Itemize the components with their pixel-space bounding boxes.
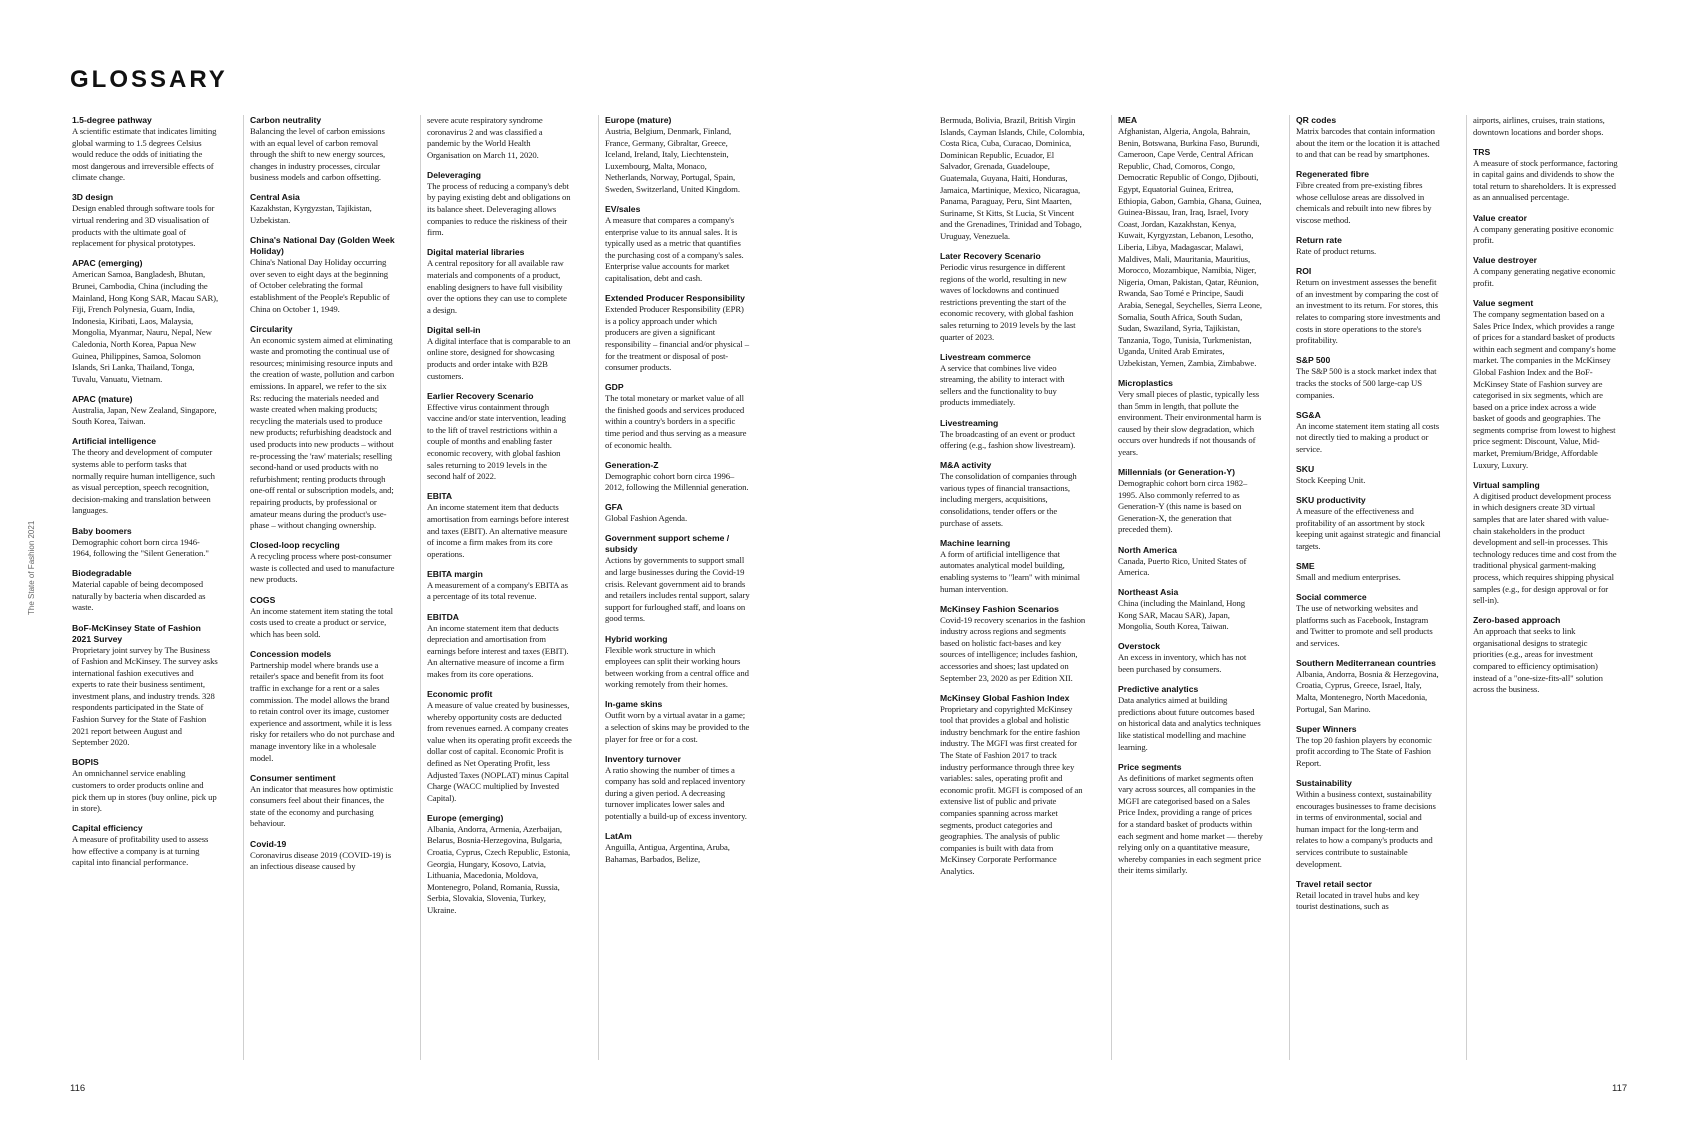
glossary-column-5 (934, 115, 1086, 1060)
glossary-entry (605, 115, 750, 196)
glossary-definition: A measure that compares a company's enterprise value to its annual sales. It is typically used as a metric that quantifies the purchasing cost of a company's sales. Enterprise value accounts for market capitalisation, debt and cash. (605, 215, 744, 284)
glossary-entry (1473, 255, 1618, 289)
glossary-term: Travel retail sector (1296, 878, 1372, 889)
glossary-definition: A measure of value created by businesses, whereby opportunity costs are deducted from revenues earned. A company creates value when its operating profit exceeds the dollar cost of capital. Economic Profit is defined as Net Operating Profit, less Adjusted Taxes (NOPLAT) minus Capital Charge (WACC multiplied by Invested Capital). (427, 699, 572, 803)
glossary-term: Inventory turnover (605, 753, 681, 764)
glossary-term: TRS (1473, 146, 1491, 157)
glossary-column-2 (243, 115, 395, 1060)
glossary-definition: An omnichannel service enabling customers to order products online and pick them up in stores (buy online, pick up in store). (72, 768, 217, 814)
glossary-definition: Demographic cohort born circa 1946-1964, following the "Silent Generation." (72, 536, 209, 559)
glossary-entry (72, 192, 218, 249)
glossary-definition: American Samoa, Bangladesh, Bhutan, Brunei, Cambodia, China (including the Mainland, Hong Kong SAR, Macau SAR), Fiji, French Polynesia, Guam, India, Indonesia, Kiribati, Laos, Malaysia, Mongolia, Myanmar, Nauru, Nepal, New Caledonia, North Korea, Papua New Guinea, Philippines, Samoa, Solomon Islands, Sri Lanka, Thailand, Tonga, Tuvalu, Vanuatu, Vietnam. (72, 269, 218, 384)
glossary-term: APAC (emerging) (72, 258, 143, 269)
glossary-entry (1296, 169, 1441, 226)
glossary-entry (605, 502, 750, 525)
glossary-term: ROI (1296, 266, 1312, 277)
glossary-definition: Global Fashion Agenda. (605, 513, 688, 524)
glossary-definition: Albania, Andorra, Armenia, Azerbaijan, Belarus, Bosnia-Herzegovina, Bulgaria, Croatia, Cyprus, Czech Republic, Estonia, Georgia, Hungary, Kosovo, Latvia, Lithuania, Macedonia, Moldova, Montenegro, Poland, Romania, Russia, Serbia, Slovakia, Slovenia, Turkey, Ukraine. (427, 823, 571, 915)
glossary-definition: A company generating negative economic profit. (1473, 266, 1616, 288)
glossary-entry (72, 623, 218, 749)
glossary-entry (427, 491, 572, 560)
glossary-term: LatAm (605, 831, 632, 842)
glossary-definition: A ratio showing the number of times a company has sold and replaced inventory during a given period. A decreasing turnover implicates lower sales and potentially a build-up of excess inventory. (605, 764, 747, 822)
glossary-entry (1118, 684, 1263, 753)
glossary-term: MEA (1118, 115, 1138, 125)
glossary-column-8 (1466, 115, 1618, 1060)
glossary-term: SKU (1296, 463, 1315, 474)
glossary-term: Sustainability (1296, 777, 1352, 788)
glossary-definition: China's National Day Holiday occurring over seven to eight days at the beginning of October celebrating the formal establishment of the People's Republic of China on October 1, 1949. (250, 257, 390, 314)
glossary-definition: Outfit worn by a virtual avatar in a game; a selection of skins may be provided to the player for free or for a cost. (605, 710, 750, 744)
glossary-term: Capital efficiency (72, 823, 143, 834)
glossary-entry (1473, 480, 1618, 607)
glossary-entry (605, 382, 750, 451)
glossary-entry (1296, 410, 1441, 456)
glossary-term: Biodegradable (72, 568, 132, 579)
glossary-term: Later Recovery Scenario (940, 251, 1041, 262)
glossary-term: Covid-19 (250, 838, 287, 849)
glossary-entry (427, 325, 572, 382)
glossary-term: Concession models (250, 648, 332, 659)
glossary-entry (605, 831, 750, 865)
glossary-definition: Flexible work structure in which employees can split their working hours between working from a central office and working remotely from their homes. (605, 644, 749, 690)
glossary-definition: Afghanistan, Algeria, Angola, Bahrain, Benin, Botswana, Burkina Faso, Burundi, Cameroon, Cape Verde, Central African Republic, Chad, Comoros, Congo, Democratic Republic of Congo, Djibouti, Egypt, Equatorial Guinea, Eritrea, Ethiopia, Gabon, Gambia, Ghana, Guinea, Guinea-Bissau, Iran, Iraq, Israel, Ivory Coast, Jordan, Kazakhstan, Kenya, Kuwait, Kyrgyzstan, Lebanon, Lesotho, Liberia, Libya, Madagascar, Malawi, Maldives, Mali, Mauritania, Mauritius, Morocco, Mozambique, Namibia, Niger, Nigeria, Oman, Pakistan, Qatar, Réunion, Rwanda, Sao Tomé e Principe, Saudi Arabia, Senegal, Seychelles, Sierra Leone, Somalia, South Africa, South Sudan, Sudan, Swaziland, Syria, Tajikistan, Tanzania, Togo, Tunisia, Turkmenistan, Uganda, United Arab Emirates, Uzbekistan, Yemen, Zambia, Zimbabwe. (1118, 126, 1262, 368)
glossary-definition: The top 20 fashion players by economic profit according to The State of Fashion Report. (1296, 734, 1432, 768)
glossary-definition: Retail located in travel hubs and key tourist destinations, such as (1296, 889, 1420, 912)
glossary-entry (250, 773, 395, 830)
glossary-entry (427, 391, 572, 483)
glossary-definition: Bermuda, Bolivia, Brazil, British Virgin Islands, Cayman Islands, Chile, Colombia, Costa Rica, Cuba, Curacao, Dominica, Dominican Republic, Ecuador, El Salvador, Grenada, Guadeloupe, Guatemala, Guyana, Haiti, Honduras, Jamaica, Martinique, Mexico, Nicaragua, Panama, Paraguay, Peru, Sint Maarten, Suriname, St Kitts, St Lucia, St Vincent and the Grenadines, Trinidad and Tobago, Uruguay, Venezuela. (940, 115, 1085, 241)
glossary-definition: The process of reducing a company's debt by paying existing debt and obligations on its balance sheet. Deleveraging allows companies to reduce the riskiness of their firm. (427, 180, 571, 238)
glossary-definition: A measure of the effectiveness and profitability of an assortment by stock keeping unit against strategic and financial targets. (1296, 505, 1441, 551)
glossary-definition: Extended Producer Responsibility (EPR) is a policy approach under which producers are given a significant responsibility – financial and/or physical – for the treatment or disposal of post-consumer products. (605, 304, 749, 373)
glossary-term: Closed-loop recycling (250, 540, 340, 551)
glossary-entry (605, 754, 750, 823)
glossary-term: In-game skins (605, 699, 663, 710)
glossary-definition: A measurement of a company's EBITA as a percentage of its total revenue. (427, 579, 568, 602)
glossary-term: Artificial intelligence (72, 436, 157, 447)
glossary-term: China's National Day (Golden Week Holiday) (250, 235, 395, 257)
glossary-entry (1118, 762, 1263, 877)
glossary-definition: Fibre created from pre-existing fibres whose cellulose areas are dissolved in chemicals and rebuilt into new fibres by viscose method. (1296, 180, 1432, 226)
glossary-definition: An economic system aimed at eliminating waste and promoting the continual use of resources; minimising resource inputs and the creation of waste, pollution and carbon emissions. In apparel, we refer to the six Rs: reducing the materials needed and waste created when making products; recycling the materials used to produce new products; refurbishing deadstock and used products into new products – without re-processing the 'raw' materials; reselling second-hand or used products with no refurbishment; renting products through one-off rental or subscription models, and; repairing products, by professional or amateur means during the product's use-phase – without changing ownership. (250, 334, 395, 531)
glossary-term: S&P 500 (1296, 355, 1331, 366)
glossary-column-7 (1289, 115, 1441, 1060)
glossary-term: Northeast Asia (1118, 587, 1179, 598)
side-caption: The State of Fashion 2021 (27, 520, 36, 615)
glossary-term: BOPIS (72, 757, 99, 768)
glossary-entry (72, 436, 218, 517)
glossary-entry (1296, 355, 1441, 401)
glossary-definition: An indicator that measures how optimistic consumers feel about their finances, the state of the economy and purchasing behaviour. (250, 783, 394, 829)
glossary-definition: A measure of stock performance, factoring in capital gains and dividends to show the total return to shareholders. It is expressed as an annualised percentage. (1473, 157, 1618, 203)
glossary-term: 3D design (72, 192, 114, 203)
glossary-entry (427, 115, 572, 161)
glossary-definition: A scientific estimate that indicates limiting global warming to 1.5 degrees Celsius would reduce the odds of initiating the most dangerous and irreversible effects of climate change. (72, 126, 217, 183)
glossary-definition: Demographic cohort born circa 1982–1995. Also commonly referred to as Generation-Y (this name is based on Generation-X, the generation that preceded them). (1118, 478, 1248, 535)
glossary-definition: As definitions of market segments often vary across sources, all companies in the MGFI are categorised based on a Sales Price Index, providing a range of prices for a standard basket of products within each segment and home market — thereby relying only on a quantitative measure, whereby companies in each segment price their items similarly. (1118, 772, 1263, 876)
glossary-term: Millennials (or Generation-Y) (1118, 467, 1235, 478)
glossary-definition: Coronavirus disease 2019 (COVID-19) is an infectious disease caused by (250, 849, 391, 872)
glossary-entry (1118, 545, 1263, 579)
glossary-entry (1473, 147, 1618, 204)
glossary-entry (250, 324, 395, 532)
glossary-term: Digital sell-in (427, 324, 481, 335)
glossary-definition: A digitised product development process in which designers create 3D virtual samples that are later shared with value-chain stakeholders in the product development and sell-in processes. This technology reduces time and cost from the traditional physical garment-making process, which requires shipping physical samples (e.g., for design approval or for sell-in). (1473, 490, 1617, 606)
glossary-term: EBITA (427, 491, 453, 502)
glossary-term: COGS (250, 594, 276, 605)
glossary-definition: Small and medium enterprises. (1296, 571, 1401, 582)
glossary-entry (1296, 464, 1441, 487)
glossary-definition: The theory and development of computer systems able to perform tasks that normally require human intelligence, such as visual perception, speech recognition, decision-making and translation between languages. (72, 447, 215, 516)
glossary-entry (1296, 724, 1441, 770)
glossary-definition: Partnership model where brands use a retailer's space and benefit from its foot traffic in exchange for a rent or a sales commission. The model allows the brand to retain control over its image, customer experience and assortment, while it is less risky for retailers who do not purchase and manage inventory like in a wholesale model. (250, 659, 395, 763)
glossary-entry (940, 604, 1086, 685)
glossary-entry (605, 204, 750, 285)
glossary-definition: A recycling process where post-consumer waste is collected and used to manufacture new products. (250, 551, 395, 585)
glossary-term: Super Winners (1296, 723, 1357, 734)
glossary-term: Value destroyer (1473, 255, 1538, 266)
glossary-term: APAC (mature) (72, 393, 133, 404)
glossary-entry (72, 258, 218, 385)
glossary-definition: A measure of profitability used to assess how effective a company is at turning capital into financial performance. (72, 834, 209, 868)
glossary-term: North America (1118, 544, 1177, 555)
glossary-column-1 (66, 115, 218, 1060)
glossary-entry (250, 649, 395, 764)
glossary-term: Extended Producer Responsibility (605, 293, 745, 304)
glossary-definition: Data analytics aimed at building predictions about future outcomes based on historical data and analytics techniques like statistical modelling and machine learning. (1118, 695, 1261, 752)
glossary-term: Generation-Z (605, 459, 659, 470)
glossary-entry (427, 569, 572, 603)
glossary-definition: An income statement item that deducts depreciation and amortisation from earnings before interest and taxes (EBIT). An alternative measure of income a firm makes from its core operations. (427, 622, 569, 679)
glossary-term: GFA (605, 502, 623, 513)
glossary-term: Value creator (1473, 212, 1527, 223)
glossary-entry (250, 540, 395, 586)
glossary-term: McKinsey Fashion Scenarios (940, 603, 1059, 614)
glossary-term: Circularity (250, 323, 293, 334)
glossary-entry (72, 394, 218, 428)
glossary-term: Zero-based approach (1473, 615, 1561, 626)
page-title: GLOSSARY (70, 66, 228, 93)
glossary-column-6 (1111, 115, 1263, 1060)
glossary-definition: Stock Keeping Unit. (1296, 474, 1366, 485)
glossary-definition: The consolidation of companies through various types of financial transactions, including mergers, acquisitions, consolidations, tender offers or the purchase of assets. (940, 471, 1077, 528)
glossary-entry (427, 689, 572, 804)
glossary-definition: Australia, Japan, New Zealand, Singapore, South Korea, Taiwan. (72, 404, 217, 427)
glossary-column-3 (420, 115, 572, 1060)
glossary-entry (605, 533, 750, 625)
glossary-entry (940, 251, 1086, 343)
glossary-definition: Periodic virus resurgence in different regions of the world, resulting in new waves of lockdowns and continued restrictions preventing the start of the economic recovery, with global fashion sales returning to 2019 levels by the last quarter of 2023. (940, 262, 1076, 342)
glossary-term: Price segments (1118, 761, 1182, 772)
glossary-definition: Austria, Belgium, Denmark, Finland, France, Germany, Gibraltar, Greece, Iceland, Ireland, Italy, Liechtenstein, Luxembourg, Malta, Monaco, Netherlands, Norway, Portugal, Spain, Sweden, Switzerland, United Kingdom. (605, 126, 740, 194)
glossary-term: EV/sales (605, 204, 641, 215)
glossary-term: SG&A (1296, 409, 1321, 420)
glossary-definition: Design enabled through software tools for virtual rendering and 3D visualisation of products with the ultimate goal of replacement for physical prototypes. (72, 203, 215, 249)
glossary-term: Europe (emerging) (427, 812, 504, 823)
glossary-entry (72, 115, 218, 184)
glossary-definition: Very small pieces of plastic, typically less than 5mm in length, that pollute the environment. Their environmental harm is caused by their slow degradation, which occurs over hundreds if not thousands of years. (1118, 388, 1262, 457)
glossary-definition: Within a business context, sustainability encourages businesses to frame decisions in terms of environmental, social and human impact for the long-term and relates to how a company's products and services contribute to sustainable development. (1296, 788, 1436, 869)
glossary-entry (605, 460, 750, 494)
glossary-entry (940, 460, 1086, 529)
glossary-term: Hybrid working (605, 633, 668, 644)
glossary-term: QR codes (1296, 115, 1337, 125)
glossary-term: Livestreaming (940, 417, 999, 428)
glossary-entry (1118, 115, 1263, 369)
glossary-entry (72, 568, 218, 614)
glossary-definition: airports, airlines, cruises, train stations, downtown locations and border shops. (1473, 115, 1605, 137)
glossary-entry (1473, 615, 1618, 696)
glossary-term: SME (1296, 560, 1315, 571)
glossary-term: Overstock (1118, 641, 1161, 652)
glossary-entry (605, 293, 750, 374)
glossary-entry (1296, 658, 1441, 715)
glossary-term: Machine learning (940, 537, 1011, 548)
glossary-definition: A company generating positive economic profit. (1473, 223, 1614, 246)
glossary-entry (427, 170, 572, 239)
glossary-entry (605, 699, 750, 745)
glossary-term: Return rate (1296, 235, 1342, 246)
glossary-entry (250, 839, 395, 873)
glossary-entry (427, 247, 572, 316)
glossary-entry (1473, 298, 1618, 471)
glossary-term: Social commerce (1296, 591, 1367, 602)
glossary-entry (940, 115, 1086, 243)
glossary-definition: A central repository for all available raw materials and components of a product, enabling designers to have full visibility over the options they can use to complete a design. (427, 258, 567, 315)
glossary-definition: Actions by governments to support small and large businesses during the Covid-19 crisis. Relevant government aid to brands and retailers includes rental support, salary support for furloughed staff, and loans on good terms. (605, 555, 750, 624)
glossary-definition: Covid-19 recovery scenarios in the fashion industry across regions and segments based on holistic fact-bases and key sources of intelligence; includes fashion, accessories and shoes; last updated on September 23, 2020 as per Edition XII. (940, 614, 1086, 683)
glossary-term: Economic profit (427, 688, 493, 699)
glossary-entry (72, 757, 218, 814)
glossary-entry (427, 813, 572, 917)
glossary-term: Regenerated fibre (1296, 169, 1370, 180)
glossary-entry (1473, 115, 1618, 138)
glossary-definition: The company segmentation based on a Sales Price Index, which provides a range of prices for a standard basket of products within each segment and company's home market. The companies in the McKinsey Global Fashion Index and the BoF-McKinsey State of Fashion survey are categorised in six segments, which are based on a price index across a wide basket of goods and geographies. The segments comprise from lowest to highest price segment: Discount, Value, Mid-market, Premium/Bridge, Affordable Luxury, Luxury. (1473, 308, 1616, 470)
glossary-definition: Effective virus containment through vaccine and/or state intervention, leading to the lift of travel restrictions within a couple of months and enabling faster economic recovery, with global fashion sales returning to 2019 levels in the second half of 2022. (427, 401, 566, 482)
glossary-term: Value segment (1473, 297, 1534, 308)
glossary-term: Central Asia (250, 192, 300, 203)
glossary-entry (427, 612, 572, 681)
glossary-entry (1296, 115, 1441, 161)
glossary-term: SKU productivity (1296, 494, 1366, 505)
glossary-term: BoF-McKinsey State of Fashion 2021 Survey (72, 622, 201, 644)
glossary-definition: The broadcasting of an event or product offering (e.g., fashion show livestream). (940, 428, 1076, 451)
glossary-entry (1296, 561, 1441, 584)
glossary-entry (940, 352, 1086, 409)
glossary-definition: Proprietary and copyrighted McKinsey tool that provides a global and holistic industry benchmark for the entire fashion industry. The MGFI was first created for The State of Fashion 2017 to track industry performance through three key variables: sales, operating profit and economic profit. MGFI is composed of an extensive list of public and private companies spanning across market segments, product categories and geographies. The analysis of public companies is built with data from McKinsey Corporate Performance Analytics. (940, 703, 1083, 876)
glossary-entry (1296, 592, 1441, 649)
glossary-definition: Matrix barcodes that contain information about the item or the location it is attached to and that can be read by smartphones. (1296, 126, 1440, 160)
glossary-definition: Return on investment assesses the benefit of an investment by comparing the cost of an investment to its return. For stores, this relates to comparing store investments and costs in store operations to the store's profitability. (1296, 277, 1441, 346)
glossary-term: EBITA margin (427, 568, 483, 579)
glossary-definition: An income statement item stating the total costs used to create a product or service, which has been sold. (250, 605, 393, 639)
page-number-right: 117 (1612, 1083, 1628, 1094)
glossary-definition: Canada, Puerto Rico, United States of America. (1118, 555, 1247, 578)
glossary-definition: Balancing the level of carbon emissions with an equal level of carbon removal through the shift to new energy sources, changes in industry processes, circular business models and carbon offsetting. (250, 126, 386, 183)
glossary-term: 1.5-degree pathway (72, 115, 152, 125)
glossary-definition: A service that combines live video streaming, the ability to interact with sellers and the functionality to buy products immediately. (940, 362, 1065, 408)
glossary-term: EBITDA (427, 611, 459, 622)
glossary-definition: Albania, Andorra, Bosnia & Herzegovina, Croatia, Cyprus, Greece, Israel, Italy, Malta, Montenegro, North Macedonia, Portugal, San Marino. (1296, 668, 1439, 714)
glossary-term: Virtual sampling (1473, 479, 1540, 490)
glossary-term: M&A activity (940, 460, 992, 471)
glossary-term: Earlier Recovery Scenario (427, 390, 534, 401)
glossary-term: Consumer sentiment (250, 772, 336, 783)
glossary-definition: Material capable of being decomposed naturally by bacteria when discarded as waste. (72, 579, 206, 613)
glossary-definition: An excess in inventory, which has not been purchased by consumers. (1118, 652, 1247, 675)
glossary-term: Government support scheme / subsidy (605, 533, 730, 555)
glossary-entry (1296, 495, 1441, 552)
glossary-term: Europe (mature) (605, 115, 672, 125)
glossary-entry (250, 192, 395, 226)
glossary-entry (250, 595, 395, 641)
glossary-definition: The use of networking websites and platforms such as Facebook, Instagram and Twitter to promote and sell products and services. (1296, 602, 1433, 648)
glossary-term: GDP (605, 382, 624, 393)
glossary-definition: A form of artificial intelligence that automates analytical model building, enabling systems to "learn" with minimal human intervention. (940, 548, 1080, 594)
glossary-column-4 (598, 115, 750, 1060)
glossary-definition: Proprietary joint survey by The Business of Fashion and McKinsey. The survey asks international fashion executives and experts to rate their business sentiment, investment plans, and industry trends. 328 respondents participated in the State of Fashion Survey for the State of Fashion 2021 report between August and September 2020. (72, 644, 218, 748)
glossary-term: McKinsey Global Fashion Index (940, 692, 1070, 703)
glossary-definition: Kazakhstan, Kyrgyzstan, Tajikistan, Uzbekistan. (250, 203, 372, 226)
glossary-term: Digital material libraries (427, 247, 525, 258)
glossary-entry (605, 634, 750, 691)
glossary-definition: An approach that seeks to link organisational designs to strategic priorities (e.g., areas for investment compared to efficiency optimisation) instead of a "one-size-fits-all" solution across the business. (1473, 626, 1603, 695)
glossary-entry (72, 526, 218, 560)
glossary-entry (1473, 213, 1618, 247)
glossary-definition: Demographic cohort born circa 1996–2012, following the Millennial generation. (605, 470, 749, 493)
glossary-term: Southern Mediterranean countries (1296, 657, 1436, 668)
glossary-entry (1118, 467, 1263, 536)
glossary-definition: An income statement item stating all costs not directly tied to making a product or service. (1296, 420, 1439, 454)
glossary-term: Microplastics (1118, 377, 1173, 388)
glossary-definition: Anguilla, Antigua, Argentina, Aruba, Bahamas, Barbados, Belize, (605, 842, 730, 864)
glossary-entry (1118, 641, 1263, 675)
glossary-definition: An income statement item that deducts amortisation from earnings before interest and taxes (EBIT). An alternative measure of income a firm makes from its core operations. (427, 502, 569, 559)
glossary-term: Baby boomers (72, 525, 132, 536)
glossary-term: Deleveraging (427, 169, 481, 180)
glossary-definition: The S&P 500 is a stock market index that tracks the stocks of 500 large-cap US companies. (1296, 366, 1437, 400)
glossary-term: Carbon neutrality (250, 115, 322, 125)
glossary-entry (1118, 587, 1263, 633)
glossary-definition: Rate of product returns. (1296, 246, 1377, 257)
glossary-entry (1118, 378, 1263, 459)
glossary-entry (1296, 266, 1441, 347)
glossary-definition: China (including the Mainland, Hong Kong SAR, Macau SAR), Japan, Mongolia, South Korea, Taiwan. (1118, 598, 1246, 632)
glossary-definition: The total monetary or market value of all the finished goods and services produced within a country's borders in a specific time period and thus serving as a measure of economic health. (605, 393, 747, 450)
glossary-definition: A digital interface that is comparable to an online store, designed for showcasing products and order intake with B2B customers. (427, 335, 571, 381)
glossary-entry (940, 418, 1086, 452)
glossary-entry (72, 823, 218, 869)
page-number-left: 116 (70, 1083, 86, 1094)
glossary-entry (1296, 235, 1441, 258)
glossary-term: Predictive analytics (1118, 684, 1199, 695)
glossary-definition: severe acute respiratory syndrome coronavirus 2 and was classified a pandemic by the World Health Organisation on March 11, 2020. (427, 115, 543, 160)
glossary-entry (250, 235, 395, 315)
glossary-entry (1296, 879, 1441, 913)
glossary-entry (1296, 778, 1441, 870)
glossary-term: Livestream commerce (940, 351, 1031, 362)
glossary-entry (940, 538, 1086, 595)
glossary-entry (940, 693, 1086, 878)
glossary-entry (250, 115, 395, 184)
